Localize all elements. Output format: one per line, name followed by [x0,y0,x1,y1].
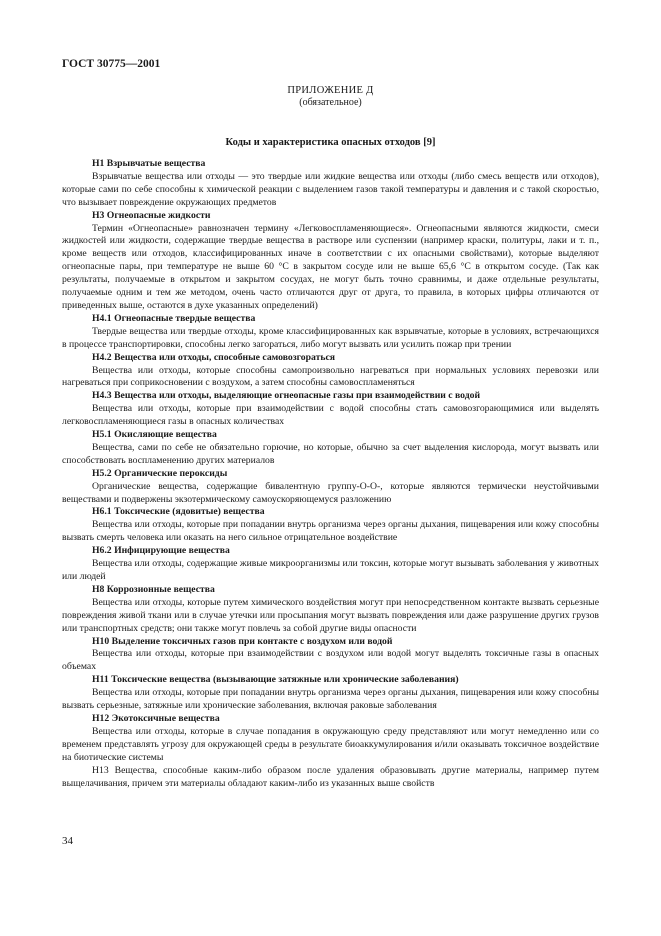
section-text-h6-1: Вещества или отходы, которые при попадании внутрь организма через органы дыхания, пищеварения или кожу способны вызвать смерть человека или оказать на него сильное отрицательное воздействие [62,519,599,544]
section-heading-h1: Н1 Взрывчатые вещества [92,158,206,169]
section-text-h4-1: Твердые вещества или твердые отходы, кроме классифицированных как взрывчатые, которые в условиях, встречающихся в процессе транспортировки, способны легко загораться, либо могут вызвать или усилить пожар при трении [62,325,599,350]
section-text-h12: Вещества или отходы, которые в случае попадания в окружающую среду представляют или могут немедленно или со временем представлять угрозу для окружающей среды в результате биоаккумулирования и/или оказывать токсичное воздействие на биотические системы [62,725,599,763]
section-text-h3: Термин «Огнеопасные» равнозначен термину «Легковоспламеняющиеся». Огнеопасными являются жидкости, смеси жидкостей или жидкости, содержащие твердые вещества в растворе или суспензии (например краски, политуры, лаки и т. п., кроме веществ или отходов, классифицированных иначе в соответствии с их опасными свойствами), которые выделяют огнеопасные пары, при температуре не выше 60 °С в закрытом сосуде или не выше 65,6 °С в открытом сосуде. (Так как результаты, получаемые в открытом и закрытом сосудах, не могут быть точно сравнимы, и даже отдельные результаты, получаемые одним и тем же методом, очень часто отличаются друг от друга, то правила, в которых цифры отличаются от приведенных выше, остаются в духе указанных определений) [62,222,599,311]
section-text-h13: Н13 Вещества, способные каким-либо образом после удаления образовывать другие материалы, например путем выщелачивания, причем эти материалы обладают каким-либо из указанных выше свойств [62,764,599,789]
section-text-h5-2: Органические вещества, содержащие бивалентную группу-О-О-, которые являются термически неустойчивыми веществами и подвержены экзотермическому самоускоряющемуся разложению [62,480,599,505]
section-text-h4-2: Вещества или отходы, которые способны самопроизвольно нагреваться при нормальных условиях перевозки или нагреваться при соприкосновении с воздухом, а затем способны самовоспламеняться [62,364,599,389]
section-text-h1: Взрывчатые вещества или отходы — это твердые или жидкие вещества или отходы (либо смесь веществ или отходов), которые сами по себе способны к химической реакции с выделением газов такой температуры и давления и с такой скоростью, что вызывает повреждение окружающих предметов [62,170,599,208]
section-heading-h5-1: Н5.1 Окисляющие вещества [92,429,217,441]
section-text-h11: Вещества или отходы, которые при попадании внутрь организма через органы дыхания, пищеварения или кожу способны вызвать серьезные, затяжные или хронические заболевания, включая раковые заболевания [62,687,599,712]
section-heading-h4-1: Н4.1 Огнеопасные твердые вещества [92,312,256,324]
section-heading-h4-2: Н4.2 Вещества или отходы, способные самовозгораться [92,351,336,363]
appendix-title: ПРИЛОЖЕНИЕ Д [287,85,374,96]
section-heading-h11: Н11 Токсические вещества (вызывающие затяжные или хронические заболевания) [92,674,459,686]
section-heading-h10: Н10 Выделение токсичных газов при контакте с воздухом или водой [92,635,393,647]
section-heading-h3: Н3 Огнеопасные жидкости [92,209,211,221]
section-heading-h6-2: Н6.2 Инфицирующие вещества [92,545,230,557]
section-text-h6-2: Вещества или отходы, содержащие живые микроорганизмы или токсин, которые могут вызывать заболевания у животных или людей [62,558,599,582]
section-text-h10: Вещества или отходы, которые при взаимодействии с воздухом или водой могут выделять токсичные газы в опасных объемах [62,648,599,673]
appendix-subtitle: (обязательное) [299,97,362,108]
standard-code: ГОСТ 30775—2001 [62,58,161,70]
section-heading-h12: Н12 Экотоксичные вещества [92,712,220,724]
section-heading-h8: Н8 Коррозионные вещества [92,583,215,595]
section-text-h5-1: Вещества, сами по себе не обязательно горючие, но которые, обычно за счет выделения кислорода, могут вызвать или способствовать воспламенению других материалов [62,441,599,466]
section-heading-h4-3: Н4.3 Вещества или отходы, выделяющие огнеопасные газы при взаимодействии с водой [92,390,481,402]
document-body [62,158,599,790]
page-number: 34 [62,835,73,847]
document-title: Коды и характеристика опасных отходов [9] [225,137,436,148]
section-text-h8: Вещества или отходы, которые путем химического воздействия могут при непосредственном контакте вызвать серьезные повреждения живой ткани или в случае утечки или просыпания могут вызвать повреждения или даже разрушение других грузов или транспортных средств; они также могут повлечь за собой другие виды опасности [62,596,599,634]
section-heading-h6-1: Н6.1 Токсические (ядовитые) вещества [92,506,265,518]
section-heading-h5-2: Н5.2 Органические пероксиды [92,467,228,479]
section-text-h4-3: Вещества или отходы, которые при взаимодействии с водой способны стать самовозгорающимися или выделять легковоспламеняющиеся газы в опасных количествах [62,403,599,428]
